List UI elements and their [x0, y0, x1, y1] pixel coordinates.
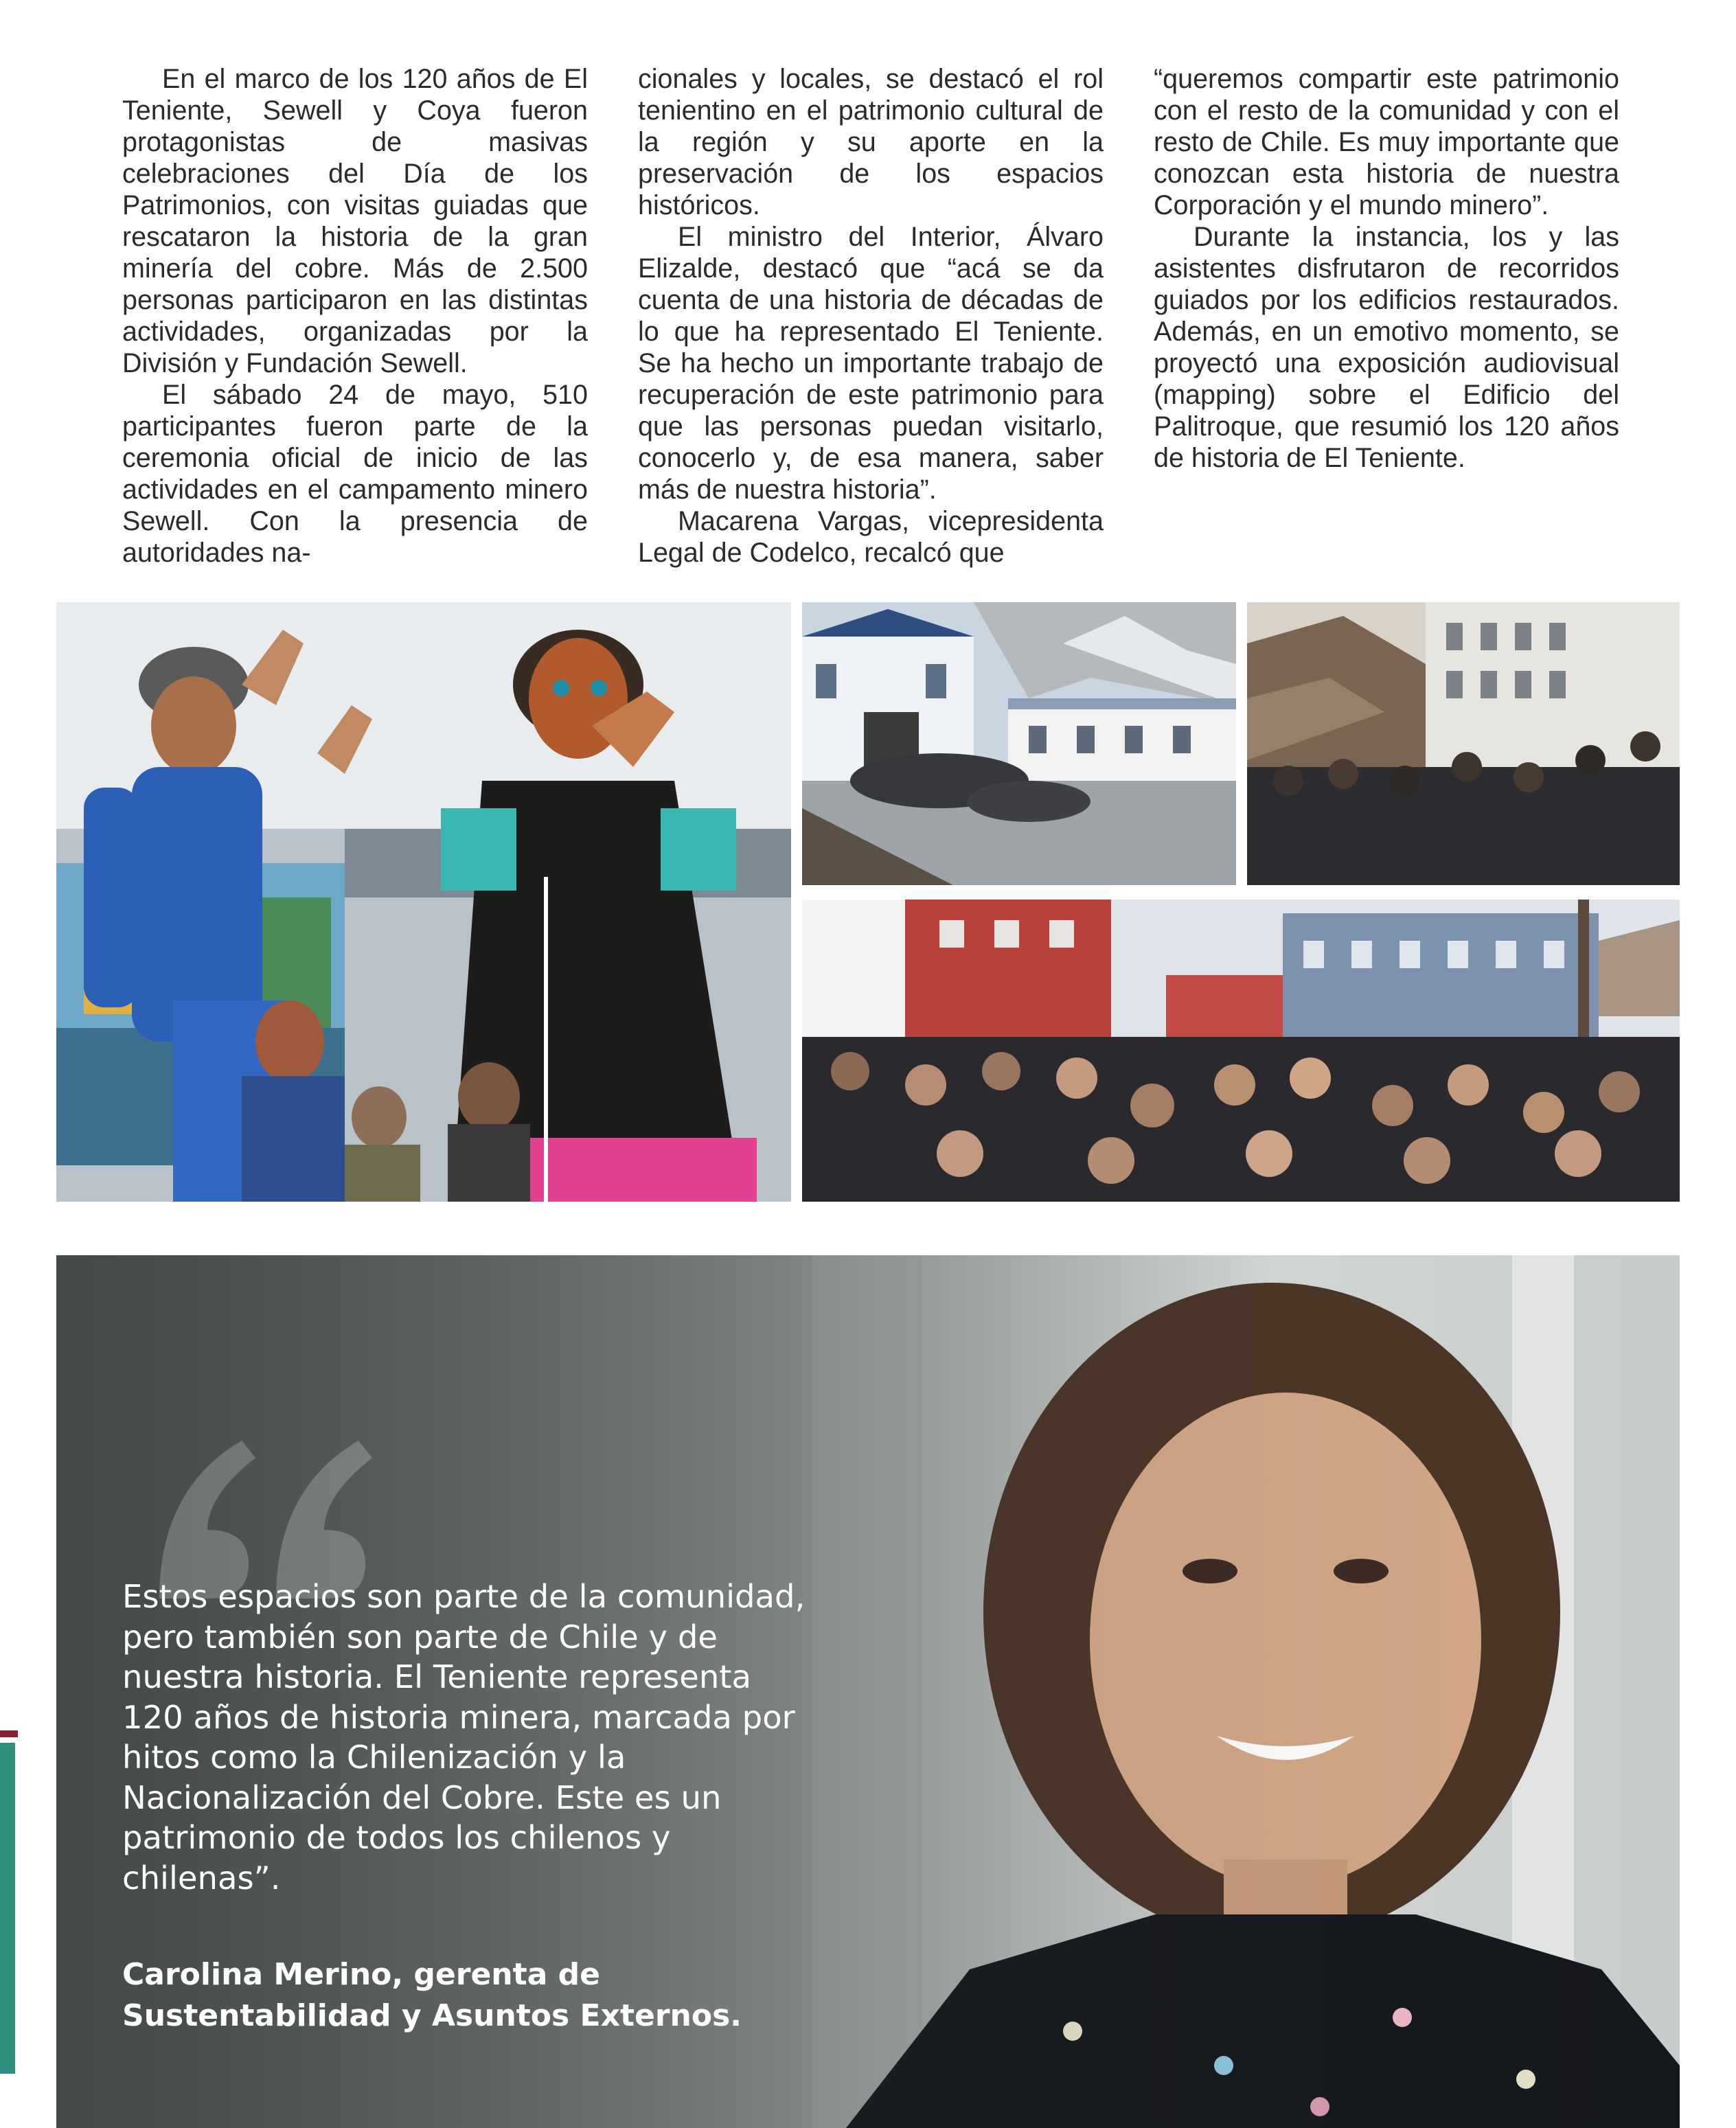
photo-group-portrait [802, 900, 1680, 1202]
side-accent-tab [0, 1730, 18, 2074]
article-paragraph: “queremos compartir este patrimonio con el resto de la comunidad y con el resto de Chile. Es muy importante que conozcan esta historia de nuestra Corporación y el mundo minero”. [1154, 64, 1619, 220]
article-paragraph: cionales y locales, se destacó el rol tenientino en el patrimonio cultural de la región y su aporte en la preservación de los espacios históricos. [638, 64, 1104, 220]
photo-crowd-stairs [1247, 602, 1680, 885]
article-paragraph: Macarena Vargas, vicepresidenta Legal de Codelco, recalcó que [638, 506, 1104, 568]
quote-panel [56, 1255, 1680, 2128]
photo-giant-puppets [56, 602, 791, 1202]
article-body [122, 63, 1619, 569]
article-paragraph: El sábado 24 de mayo, 510 participantes fueron parte de la ceremonia oficial de inicio de las actividades en el campamento minero Sewell. Con la presencia de autoridades na- [122, 380, 588, 568]
article-paragraph: El ministro del Interior, Álvaro Elizalde, destacó que “acá se da cuenta de una historia de décadas de lo que ha representado El Teniente. Se ha hecho un importante trabajo de recuperación de este patrimonio para que las personas puedan visitarlo, conocerlo y, de esa manera, saber más de nuestra historia”. [638, 222, 1104, 505]
article-paragraph: Durante la instancia, los y las asistentes disfrutaron de recorridos guiados por los edificios restaurados. Además, en un emotivo momento, se proyectó una exposición audiovisual (mapping) sobre el Edificio del Palitroque, que resumió los 120 años de historia de El Teniente. [1154, 222, 1619, 473]
article-column-1 [122, 63, 588, 569]
photo-building-entrance [802, 602, 1236, 885]
article-column-3 [1154, 63, 1619, 569]
article-column-2 [638, 63, 1104, 569]
quote-text: Estos espacios son parte de la comunidad, pero también son parte de Chile y de nuestra historia. El Teniente representa 120 años de historia minera, marcada por hitos como la Chilenización y la Nacionalización del Cobre. Este es un patrimonio de todos los chilenos y chilenas”. [122, 1578, 806, 1897]
article-paragraph: En el marco de los 120 años de El Teniente, Sewell y Coya fueron protagonistas de masivas celebraciones del Día de los Patrimonios, con visitas guiadas que rescataron la historia de la gran minería del cobre. Más de 2.500 personas participaron en las distintas actividades, organizadas por la División y Fundación Sewell. [122, 64, 588, 378]
quote-author: Carolina Merino, gerenta de Sustentabilidad y Asuntos Externos. [122, 1957, 742, 2033]
